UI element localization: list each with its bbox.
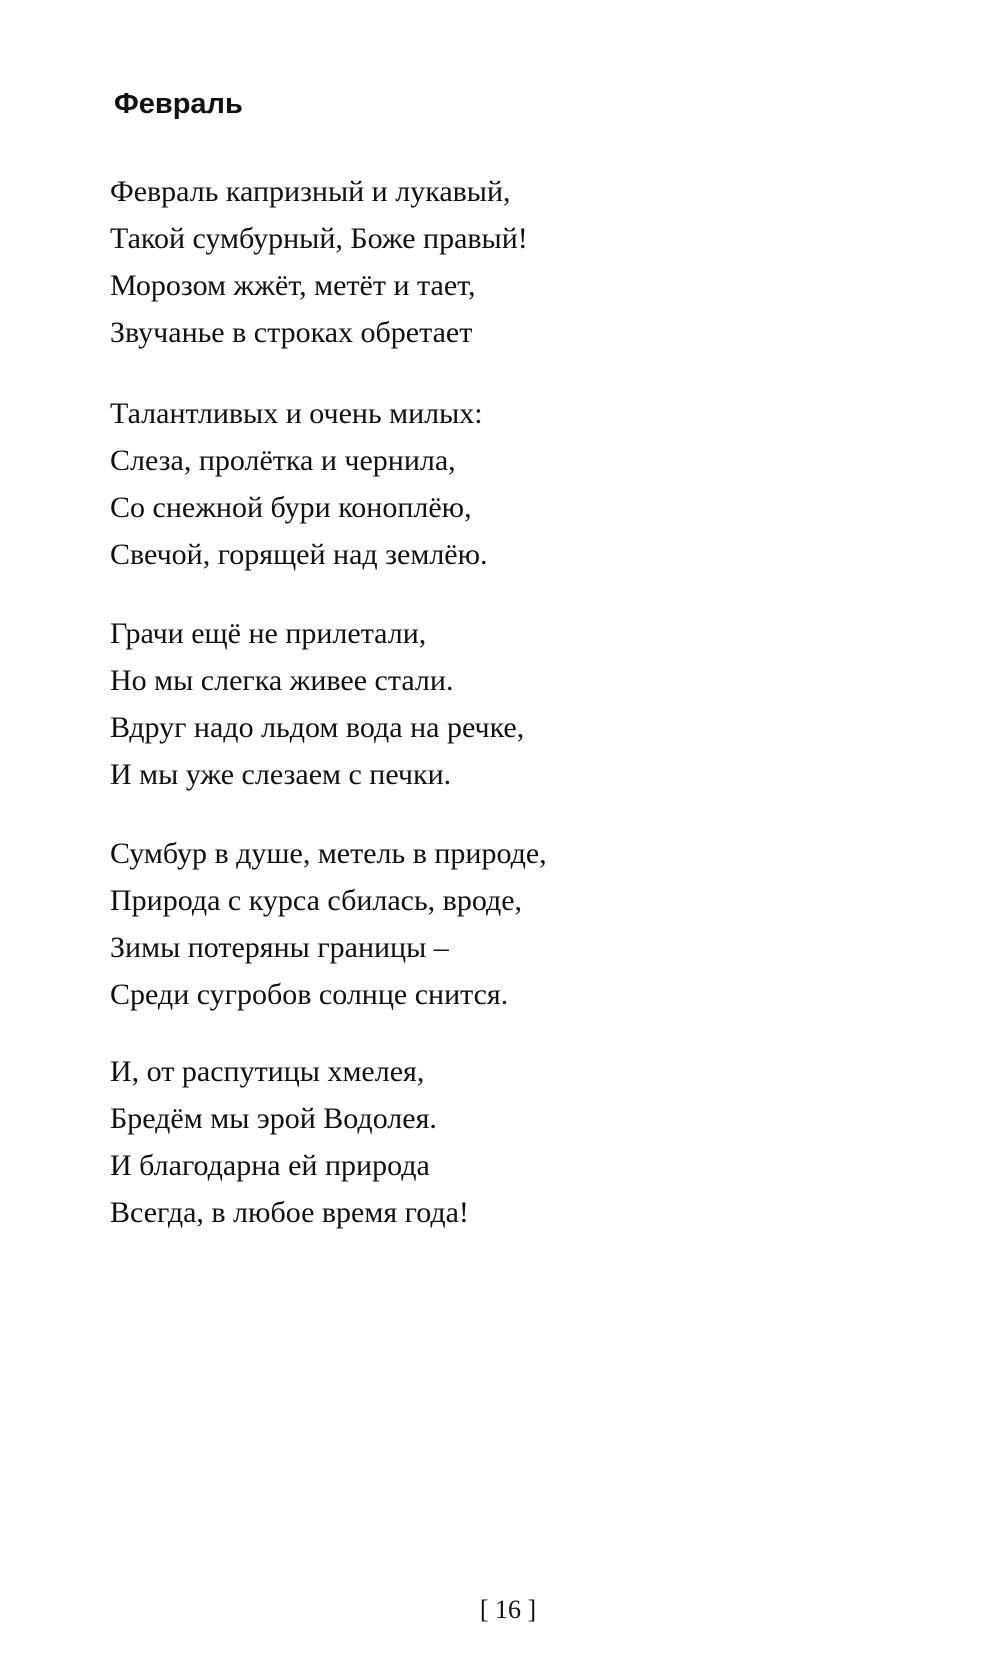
poem-line: Но мы слегка живее стали. (110, 664, 454, 697)
stanza-1 (110, 168, 528, 356)
poem-line: Такой сумбурный, Боже правый! (110, 222, 528, 255)
poem-line: Зимы потеряны границы – (110, 931, 449, 964)
stanza-4 (110, 830, 547, 1018)
poem-line: Слеза, пролётка и чернила, (110, 444, 456, 477)
poem-line: Сумбур в душе, метель в природе, (110, 837, 547, 870)
poem-line: И мы уже слезаем с печки. (110, 758, 452, 791)
poem-line: Звучанье в строках обретает (110, 316, 473, 349)
poem-line: И, от распутицы хмелея, (110, 1055, 425, 1088)
stanza-2 (110, 390, 488, 578)
poem-title: Февраль (114, 88, 243, 120)
poem-line: Грачи ещё не прилетали, (110, 617, 427, 650)
page-number: [ 16 ] (479, 1595, 537, 1624)
poem-line: Морозом жжёт, метёт и тает, (110, 269, 476, 302)
poem-line: Среди сугробов солнце снится. (110, 978, 509, 1011)
poem-line: Всегда, в любое время года! (110, 1196, 469, 1229)
poem-line: Бредём мы эрой Водолея. (110, 1102, 437, 1135)
poem-line: Талантливых и очень милых: (110, 397, 483, 430)
poem-line: И благодарна ей природа (110, 1149, 430, 1182)
poem-line: Со снежной бури коноплёю, (110, 491, 472, 524)
stanza-3 (110, 610, 524, 798)
poem-line: Свечой, горящей над землёю. (110, 538, 488, 571)
poem-line: Вдруг надо льдом вода на речке, (110, 711, 525, 744)
poem-line: Февраль капризный и лукавый, (110, 175, 511, 208)
stanza-5 (110, 1048, 469, 1236)
poem-line: Природа с курса сбилась, вроде, (110, 884, 523, 917)
